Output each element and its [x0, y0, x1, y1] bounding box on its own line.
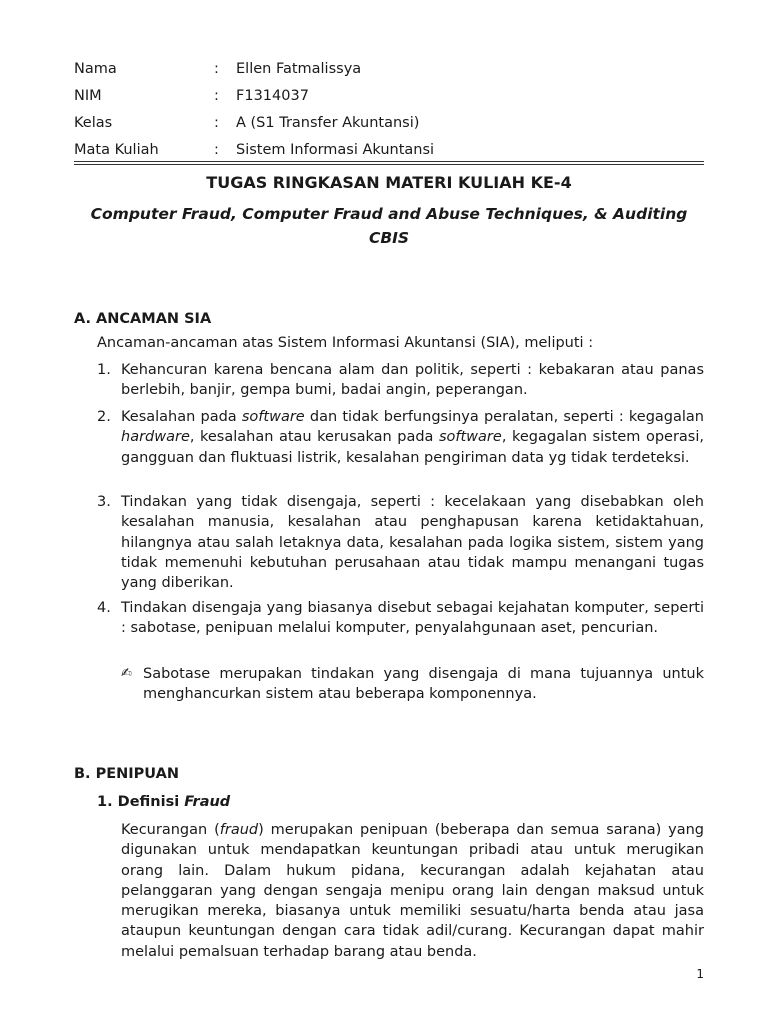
list-number: 1. [97, 362, 111, 378]
document-subtitle: Computer Fraud, Computer Fraud and Abuse Techniques, & Auditing CBIS [90, 205, 688, 247]
page-number: 1 [696, 967, 704, 981]
list-item [97, 360, 704, 401]
list-number: 3. [97, 494, 111, 510]
section-b-heading: B. PENIPUAN [74, 766, 179, 782]
list-text: Tindakan yang tidak disengaja, seperti : kecelakaan yang disebabkan oleh kesalahan manusia, kesalahan atau penghapusan karena ketidaktahuan, hilangnya atau salah letaknya data, kesalahan pada logika sistem, sistem yang tidak memenuhi kebutuhan perusahaan atau tidak mampu menangani tugas yang diberikan. [121, 494, 704, 592]
info-label: Mata Kuliah [74, 142, 159, 158]
section-a-intro: Ancaman-ancaman atas Sistem Informasi Akuntansi (SIA), meliputi : [97, 335, 594, 351]
fraud-definition-paragraph: Kecurangan (fraud) merupakan penipuan (beberapa dan semua sarana) yang digunakan untuk mendapatkan keuntungan pribadi atau untuk merugikan orang lain. Dalam hukum pidana, kecurangan adalah kejahatan atau pelanggaran yang dengan sengaja menipu orang lain dengan maksud untuk merugikan mereka, biasanya untuk memiliki sesuatu/harta benda atau jasa ataupun keuntungan dengan cara tidak adil/curang. Kecurangan dapat mahir melalui pemalsuan terhadap barang atau benda. [121, 822, 705, 960]
info-separator: : [214, 142, 219, 158]
list-number: 4. [97, 600, 111, 616]
info-label: Nama [74, 61, 117, 77]
info-value: F1314037 [236, 88, 309, 104]
info-label: NIM [74, 88, 102, 104]
list-item [97, 598, 704, 639]
definition-heading: 1. Definisi Fraud [97, 794, 231, 810]
info-value: Ellen Fatmalissya [236, 61, 362, 77]
info-separator: : [214, 61, 219, 77]
info-separator: : [214, 115, 219, 131]
list-item [97, 407, 704, 468]
list-text: Kesalahan pada software dan tidak berfungsinya peralatan, seperti : kegagalan hardware, kesalahan atau kerusakan pada software, kegagalan sistem operasi, gangguan dan fluktuasi listrik, kesalahan pengiriman data yg tidak terdeteksi. [121, 409, 704, 466]
bullet-text: Sabotase merupakan tindakan yang disengaja di mana tujuannya untuk menghancurkan sistem atau beberapa komponennya. [143, 666, 704, 703]
section-a-heading: A. ANCAMAN SIA [74, 311, 212, 327]
info-value: Sistem Informasi Akuntansi [236, 142, 435, 158]
list-text: Tindakan disengaja yang biasanya disebut sebagai kejahatan komputer, seperti : sabotase, penipuan melalui komputer, penyalahgunaan aset, pencurian. [121, 600, 704, 637]
list-number: 2. [97, 409, 111, 425]
writing-hand-icon: ✍ [121, 666, 132, 681]
info-label: Kelas [74, 115, 113, 131]
list-item [97, 492, 704, 593]
info-separator: : [214, 88, 219, 104]
document-title: TUGAS RINGKASAN MATERI KULIAH KE-4 [206, 173, 572, 192]
header-divider-bottom [74, 164, 704, 165]
info-value: A (S1 Transfer Akuntansi) [236, 115, 420, 131]
list-text: Kehancuran karena bencana alam dan politik, seperti : kebakaran atau panas berlebih, banjir, gempa bumi, badai angin, peperangan. [121, 362, 704, 399]
header-divider-top [74, 161, 704, 162]
bullet-item [121, 664, 704, 705]
